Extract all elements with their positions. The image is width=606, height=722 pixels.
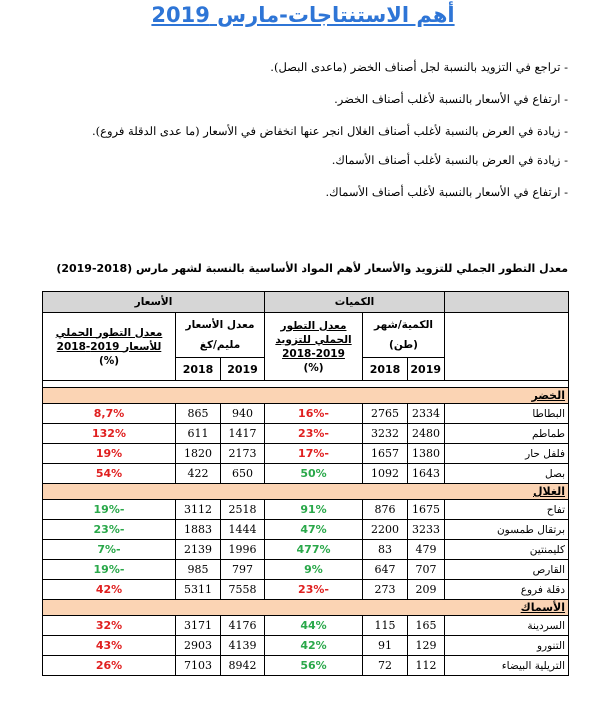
finding-item: - زيادة في العرض بالنسبة لأغلب أصناف الغلال انجر عنها انخفاض في الأسعار (ما عدى الدقلة فروع). [92,124,568,138]
supply-rate: 56% [265,656,363,676]
supply-rate-header-label: معدل التطور الجملي للتزويد 2019-2018 [275,319,352,360]
category-label: الغلال [43,484,569,500]
product-name: طماطم [445,424,569,444]
supply-rate: 50% [265,464,363,484]
product-name: تفاح [445,500,569,520]
price-2018: 7103 [176,656,221,676]
quantity-2018: 115 [363,616,408,636]
price-rate: -23% [43,520,176,540]
price-rate: -19% [43,500,176,520]
product-name: التنورو [445,636,569,656]
quantity-unit: (طن) [389,339,418,351]
quantity-2018: 1092 [363,464,408,484]
group-prices-header: الأسعار [43,292,265,313]
price-rate: 54% [43,464,176,484]
quantity-2018: 2765 [363,404,408,424]
blank-corner [445,292,569,313]
supply-rate: -23% [265,424,363,444]
price-2019: 8942 [221,656,265,676]
price-2018: 2903 [176,636,221,656]
finding-item: - ارتفاع في الأسعار بالنسبة لأغلب أصناف الخضر. [334,92,568,106]
table-row [43,444,569,464]
category-row [43,484,569,500]
price-rate: 8,7% [43,404,176,424]
spacer [445,381,569,388]
price-rate-header-label: معدل التطور الجملي للأسعار 2019-2018 [55,326,163,353]
price-rate: 26% [43,656,176,676]
price-2019: 650 [221,464,265,484]
page-title: أهم الاستنتاجات-مارس 2019 [151,3,455,27]
quantity-2018: 647 [363,560,408,580]
price-2019: 4176 [221,616,265,636]
price-2018: 865 [176,404,221,424]
quantity-2019: 3233 [408,520,445,540]
category-row [43,388,569,404]
price-rate: 32% [43,616,176,636]
quantity-2019: 129 [408,636,445,656]
price-rate: 132% [43,424,176,444]
price-header [176,313,265,358]
category-label: الخضر [43,388,569,404]
product-name: القارص [445,560,569,580]
quantity-2019: 479 [408,540,445,560]
quantity-2019: 112 [408,656,445,676]
product-name: بصل [445,464,569,484]
price-2019: 1996 [221,540,265,560]
supply-rate: 91% [265,500,363,520]
quantity-2018: 876 [363,500,408,520]
year-2018-header: 2018 [176,358,221,381]
blank-name-header [445,313,569,381]
price-rate-unit: (%) [98,354,120,367]
product-name: برتقال طمسون [445,520,569,540]
table-row [43,636,569,656]
quantity-2018: 2200 [363,520,408,540]
price-2019: 4139 [221,636,265,656]
supply-rate: 9% [265,560,363,580]
price-2018: 611 [176,424,221,444]
price-2019: 2173 [221,444,265,464]
price-unit: مليم/كغ [199,339,241,351]
supply-rate: -23% [265,580,363,600]
price-header-label: معدل الأسعار [185,319,255,331]
table-row [43,616,569,636]
table-row [43,404,569,424]
price-2019: 1444 [221,520,265,540]
product-name: فلفل حار [445,444,569,464]
finding-item: - زيادة في العرض بالنسبة لأغلب أصناف الأسماك. [331,153,568,167]
spacer [176,381,221,388]
spacer [408,381,445,388]
quantity-header [363,313,445,358]
finding-item: - تراجع في التزويد بالنسبة لجل أصناف الخضر (ماعدى البصل). [270,60,568,74]
supply-rate: 44% [265,616,363,636]
price-rate-header [43,313,176,381]
price-2019: 940 [221,404,265,424]
spacer [43,381,176,388]
price-2018: 2139 [176,540,221,560]
price-2018: 985 [176,560,221,580]
year-2018-header: 2018 [363,358,408,381]
supply-price-table [42,291,569,676]
quantity-2019: 1643 [408,464,445,484]
quantity-2018: 273 [363,580,408,600]
table-row [43,656,569,676]
price-2019: 7558 [221,580,265,600]
quantity-header-label: الكمية/شهر [374,319,433,331]
supply-rate-unit: (%) [303,361,324,374]
table-row [43,424,569,444]
quantity-2019: 1675 [408,500,445,520]
supply-rate-header [265,313,363,381]
supply-rate: -17% [265,444,363,464]
product-name: التريلية البيضاء [445,656,569,676]
quantity-2018: 72 [363,656,408,676]
spacer [265,381,363,388]
supply-rate: 477% [265,540,363,560]
table-body [43,388,569,676]
product-name: السردينة [445,616,569,636]
quantity-2018: 3232 [363,424,408,444]
findings-list [60,58,568,215]
table-row [43,560,569,580]
supply-rate: 47% [265,520,363,540]
quantity-2019: 2334 [408,404,445,424]
table-row [43,520,569,540]
price-2018: 5311 [176,580,221,600]
price-2019: 2518 [221,500,265,520]
price-rate: 42% [43,580,176,600]
quantity-2019: 707 [408,560,445,580]
price-rate: -19% [43,560,176,580]
price-2018: 1820 [176,444,221,464]
quantity-2018: 91 [363,636,408,656]
quantity-2019: 209 [408,580,445,600]
quantity-2018: 1657 [363,444,408,464]
quantity-2018: 83 [363,540,408,560]
quantity-2019: 2480 [408,424,445,444]
supply-rate: 42% [265,636,363,656]
price-2019: 1417 [221,424,265,444]
table-row [43,500,569,520]
category-row [43,600,569,616]
price-rate: 43% [43,636,176,656]
spacer [363,381,408,388]
group-quantities-header: الكميات [265,292,445,313]
product-name: دقلة فروع [445,580,569,600]
supply-rate: -16% [265,404,363,424]
price-2018: 422 [176,464,221,484]
table-caption: معدل التطور الجملي للتزويد والأسعار لأهم المواد الأساسية بالنسبة لشهر مارس (2018-2019) [56,262,568,275]
product-name: البطاطا [445,404,569,424]
price-2018: 3171 [176,616,221,636]
price-2018: 1883 [176,520,221,540]
price-rate: 19% [43,444,176,464]
table-row [43,464,569,484]
quantity-2019: 1380 [408,444,445,464]
price-2019: 797 [221,560,265,580]
table-row [43,540,569,560]
finding-item: - ارتفاع في الأسعار بالنسبة لأغلب أصناف الأسماك. [325,185,568,199]
price-2018: 3112 [176,500,221,520]
category-label: الأسماك [43,600,569,616]
spacer [221,381,265,388]
year-2019-header: 2019 [221,358,265,381]
table-row [43,580,569,600]
year-2019-header: 2019 [408,358,445,381]
price-rate: -7% [43,540,176,560]
product-name: كليمنتين [445,540,569,560]
quantity-2019: 165 [408,616,445,636]
